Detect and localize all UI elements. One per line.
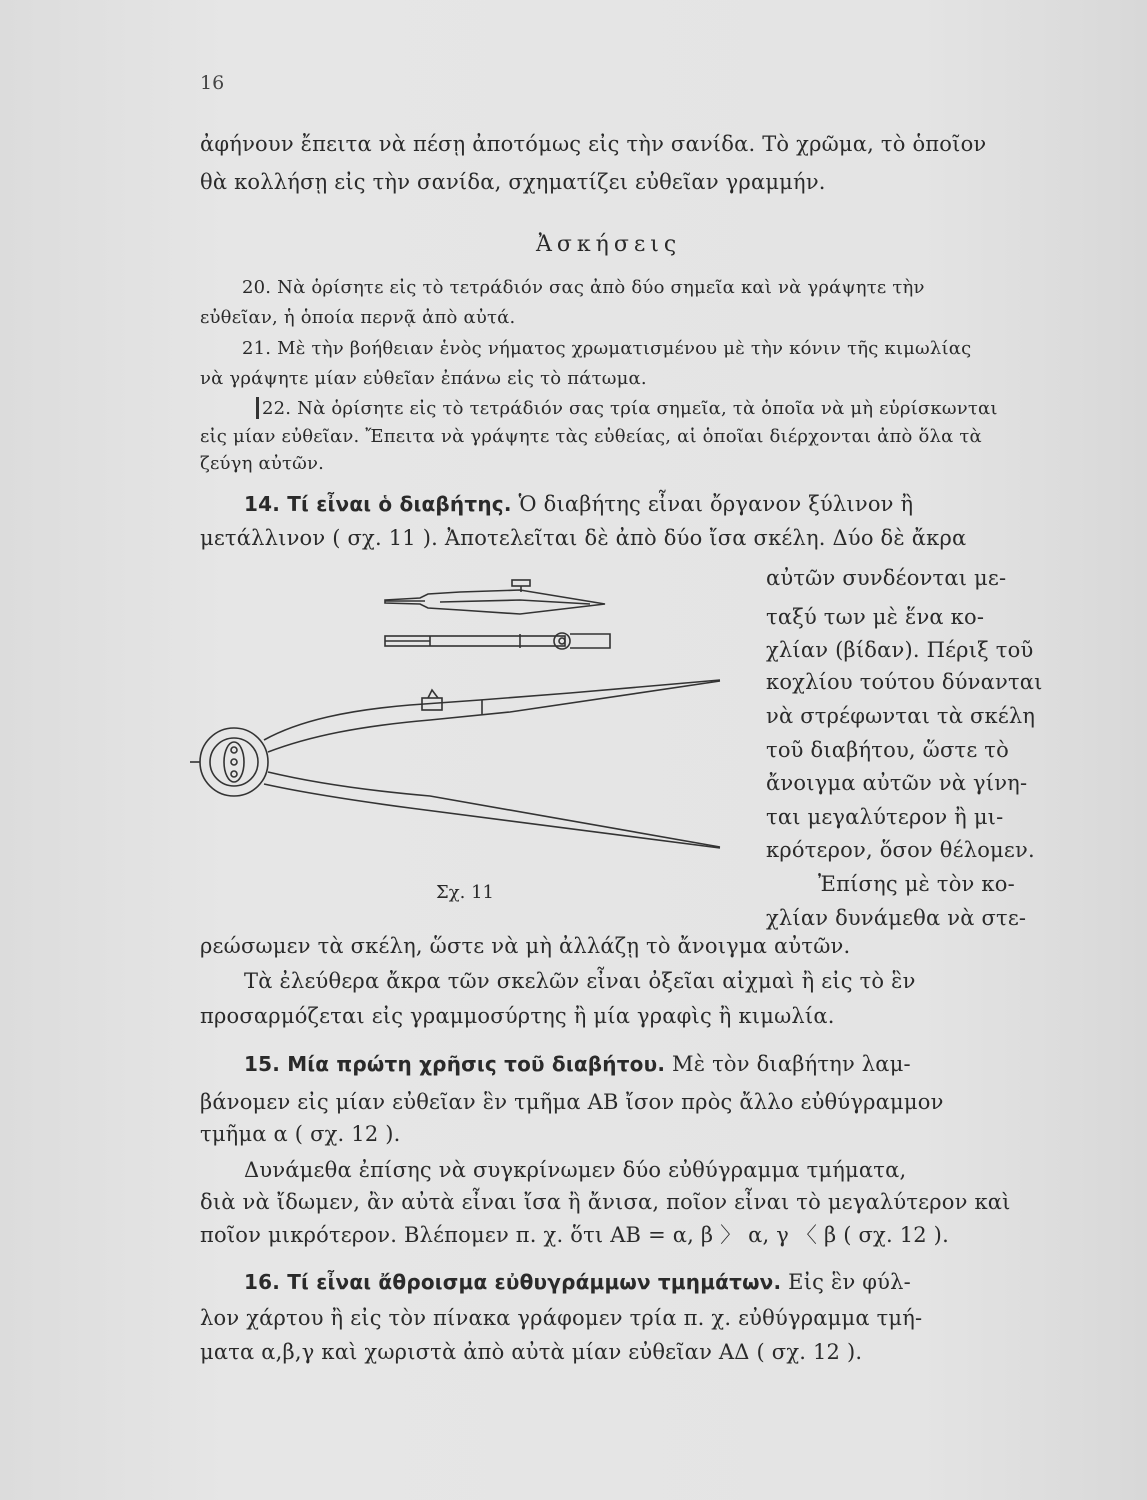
exercise-line: νὰ γράψητε μίαν εὐθεῖαν ἐπάνω εἰς τὸ πάτωμα. (200, 368, 647, 389)
section-14-wrap-line: κοχλίου τούτου δύνανται (766, 670, 1043, 694)
section-15-line: Δυνάμεθα ἐπίσης νὰ συγκρίνωμεν δύο εὐθύγραμμα τμήματα, (244, 1158, 907, 1182)
section-15-line: ποῖον μικρότερον. Βλέπομεν π. χ. ὅτι ΑΒ = α, β 〉 α, γ 〈 β ( σχ. 12 ). (200, 1223, 949, 1247)
intro-line-2: θὰ κολλήσῃ εἰς τὴν σανίδα, σχηματίζει εὐθεῖαν γραμμήν. (200, 170, 826, 194)
exercise-line: 22. Νὰ ὁρίσητε εἰς τὸ τετράδιόν σας τρία σημεῖα, τὰ ὁποῖα νὰ μὴ εὑρίσκωνται (262, 398, 998, 419)
section-16-text: Εἰς ἓν φύλ- (788, 1270, 911, 1294)
exercise-line: 20. Νὰ ὁρίσητε εἰς τὸ τετράδιόν σας ἀπὸ δύο σημεῖα καὶ νὰ γράψητε τὴν (242, 277, 925, 298)
section-16-heading-line (244, 1272, 911, 1293)
section-14-line: ρεώσωμεν τὰ σκέλη, ὥστε νὰ μὴ ἀλλάζῃ τὸ ἄνοιγμα αὐτῶν. (200, 934, 851, 958)
section-14-wrap-line: χλίαν δυνάμεθα νὰ στε- (766, 906, 1027, 930)
page-number: 16 (200, 72, 225, 94)
section-14-wrap-line: κρότερον, ὅσον θέλομεν. (766, 838, 1035, 862)
section-16-title: 16. Τί εἶναι ἄθροισμα εὐθυγράμμων τμημάτων. (244, 1270, 782, 1294)
section-14-wrap-line: νὰ στρέφωνται τὰ σκέλη (766, 704, 1036, 728)
figure-caption: Σχ. 11 (436, 882, 494, 903)
section-15-line: διὰ νὰ ἴδωμεν, ἂν αὐτὰ εἶναι ἴσα ἢ ἄνισα, ποῖον εἶναι τὸ μεγαλύτερον καὶ (200, 1190, 1011, 1214)
section-14-wrap-line: χλίαν (βίδαν). Πέριξ τοῦ (766, 638, 1034, 662)
section-15-title: 15. Μία πρώτη χρῆσις τοῦ διαβήτου. (244, 1052, 666, 1076)
exercise-line: 21. Μὲ τὴν βοήθειαν ἑνὸς νήματος χρωματισμένου μὲ τὴν κόνιν τῆς κιμωλίας (242, 338, 972, 359)
compass-closed-top-view (385, 633, 610, 649)
exercise-line: ζεύγη αὐτῶν. (200, 453, 325, 474)
section-14-wrap-line: ται μεγαλύτερον ἢ μι- (766, 805, 1004, 829)
section-15-text: Μὲ τὸν διαβήτην λαμ- (672, 1052, 911, 1076)
section-14-wrap-line: Ἐπίσης μὲ τὸν κο- (818, 872, 1015, 896)
section-14-wrap-line: αὐτῶν συνδέονται με- (766, 566, 1007, 590)
section-14-title: 14. Τί εἶναι ὁ διαβήτης. (244, 492, 512, 516)
margin-mark (256, 397, 259, 419)
section-14-line: προσαρμόζεται εἰς γραμμοσύρτης ἢ μία γραφὶς ἢ κιμωλία. (200, 1004, 835, 1028)
section-14-line: μετάλλινον ( σχ. 11 ). Ἀποτελεῖται δὲ ἀπὸ δύο ἴσα σκέλη. Δύο δὲ ἄκρα (200, 526, 967, 550)
section-16-line: λον χάρτου ἢ εἰς τὸν πίνακα γράφομεν τρία π. χ. εὐθύγραμμα τμή- (200, 1306, 923, 1330)
section-14-text: Ὁ διαβήτης εἶναι ὄργανον ξύλινον ἢ (518, 492, 914, 516)
section-15-line: βάνομεν εἰς μίαν εὐθεῖαν ἓν τμῆμα ΑΒ ἴσον πρὸς ἄλλο εὐθύγραμμον (200, 1090, 944, 1114)
compass-open-view (190, 680, 720, 848)
exercise-line: εἰς μίαν εὐθεῖαν. Ἔπειτα νὰ γράψητε τὰς εὐθείας, αἱ ὁποῖαι διέρχονται ἀπὸ ὅλα τὰ (200, 426, 982, 447)
exercise-line: εὐθεῖαν, ἡ ὁποία περνᾷ ἀπὸ αὐτά. (200, 307, 516, 328)
section-14-wrap-line: ταξύ των μὲ ἕνα κο- (766, 605, 985, 629)
intro-line-1: ἀφήνουν ἔπειτα νὰ πέσῃ ἀποτόμως εἰς τὴν σανίδα. Τὸ χρῶμα, τὸ ὁποῖον (200, 132, 987, 156)
section-14-wrap-line: ἄνοιγμα αὐτῶν νὰ γίνη- (766, 771, 1028, 795)
section-14-line: Τὰ ἐλεύθερα ἄκρα τῶν σκελῶν εἶναι ὀξεῖαι αἰχμαὶ ἢ εἰς τὸ ἓν (244, 969, 916, 993)
exercises-heading: Ἀσκήσεις (536, 232, 682, 257)
section-15-line: τμῆμα α ( σχ. 12 ). (200, 1122, 401, 1146)
section-15-heading-line (244, 1054, 911, 1075)
section-14-heading-line (244, 494, 913, 515)
compass-closed-side-view (385, 580, 605, 614)
section-14-wrap-line: τοῦ διαβήτου, ὥστε τὸ (766, 738, 1009, 762)
section-16-line: ματα α,β,γ καὶ χωριστὰ ἀπὸ αὐτὰ μίαν εὐθεῖαν ΑΔ ( σχ. 12 ). (200, 1340, 863, 1364)
compass-figure (190, 570, 750, 870)
